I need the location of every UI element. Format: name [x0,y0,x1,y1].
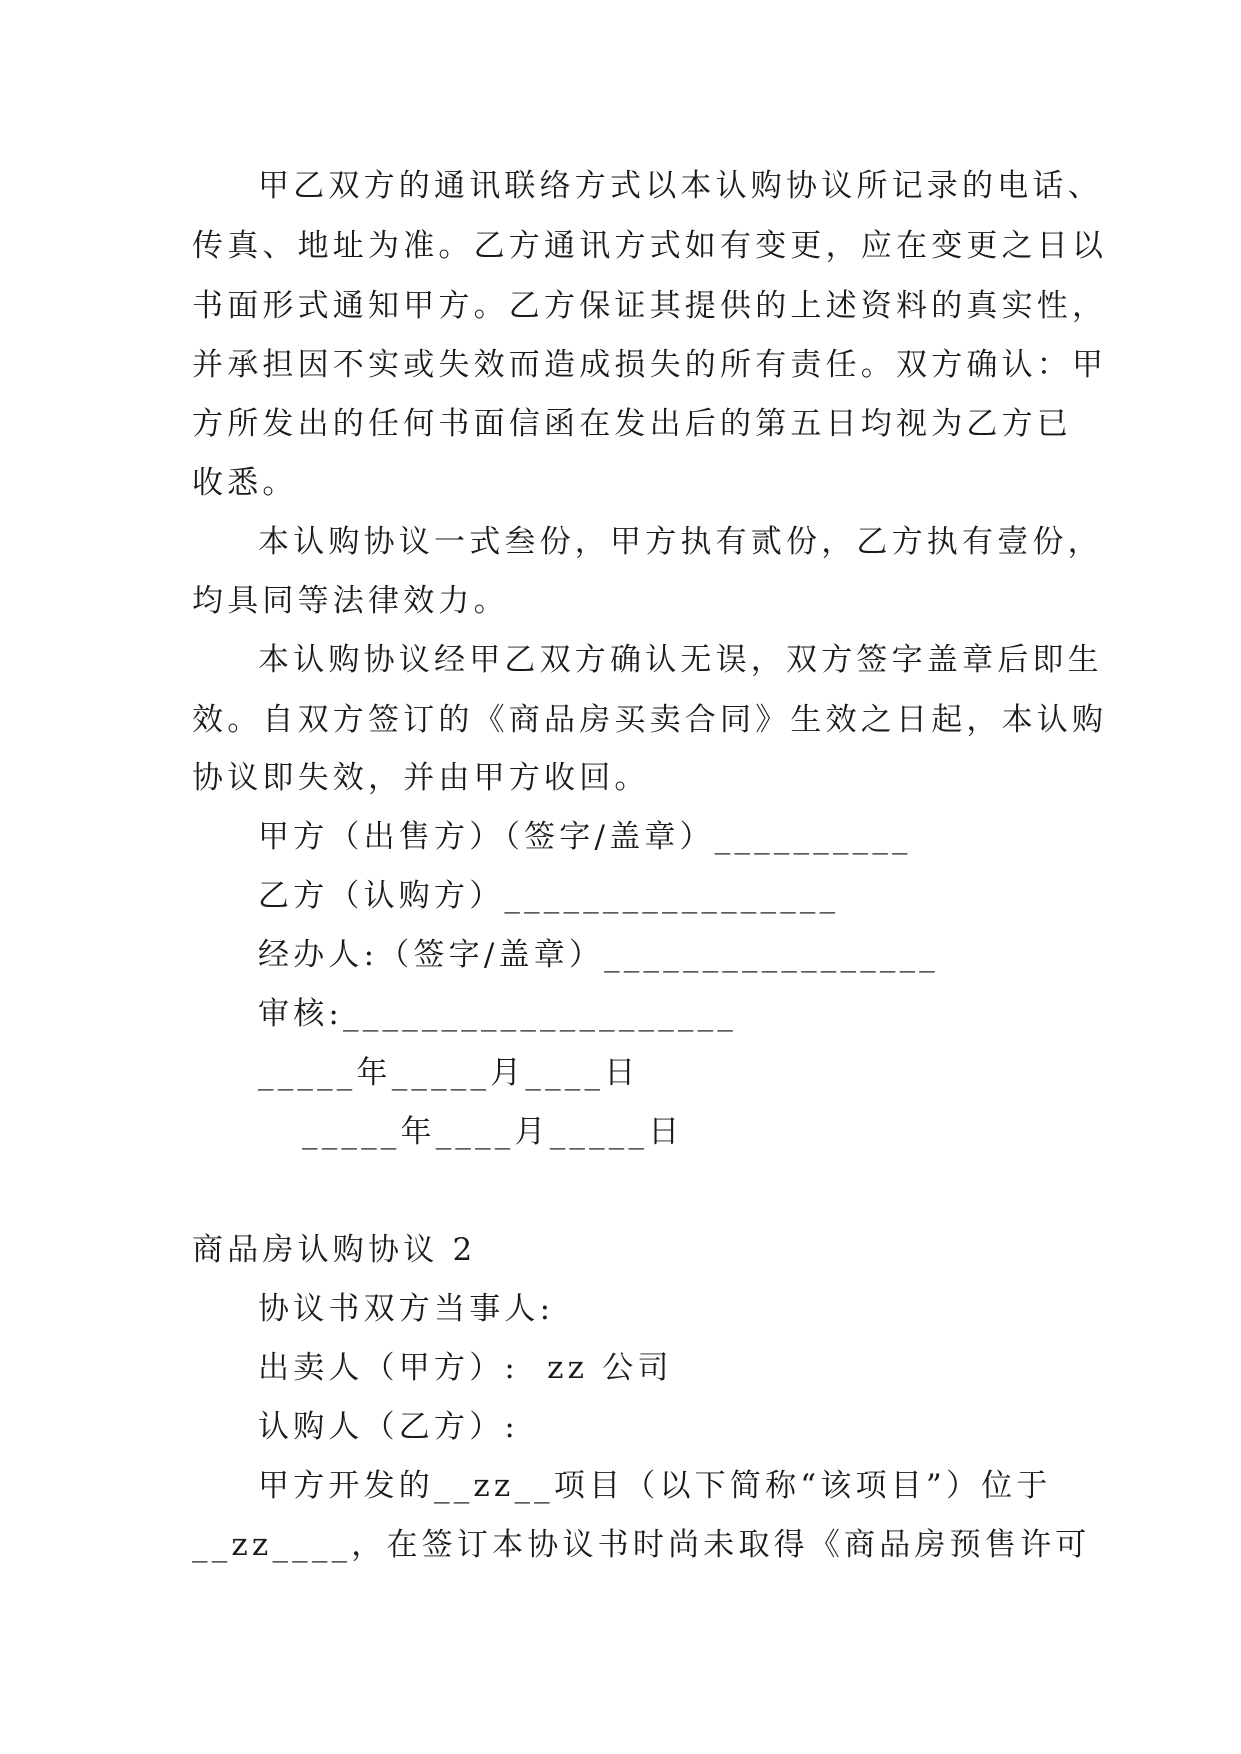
section-title: 商品房认购协议 2 [192,1232,477,1268]
signature-date: _____年____月_____日 [302,1114,684,1150]
paragraph-line: 本认购协议一式叁份，甲方执有贰份，乙方执有壹份， [258,524,1103,560]
signature-reviewer: 审核:____________________ [258,996,738,1032]
paragraph-line: 甲乙双方的通讯联络方式以本认购协议所记录的电话、 [258,168,1103,204]
seller-line: 出卖人（甲方）: zz 公司 [258,1350,673,1386]
paragraph-line: 并承担因不实或失效而造成损失的所有责任。双方确认：甲 [192,347,1108,383]
buyer-line: 认购人（乙方）: [258,1409,520,1445]
parties-label: 协议书双方当事人: [258,1291,555,1327]
signature-party-b: 乙方（认购方）_________________ [258,878,840,914]
paragraph-line: 甲方开发的__zz__项目（以下简称“该项目”）位于 [258,1468,1052,1504]
paragraph-line: 收悉。 [192,465,298,501]
paragraph-line: 均具同等法律效力。 [192,583,509,619]
paragraph-line: __zz____，在签订本协议书时尚未取得《商品房预售许可 [192,1527,1091,1563]
signature-agent: 经办人:（签字/盖章）_________________ [258,937,939,973]
paragraph-line: 协议即失效，并由甲方收回。 [192,760,650,796]
signature-party-a: 甲方（出售方）（签字/盖章）__________ [258,819,912,855]
paragraph-line: 书面形式通知甲方。乙方保证其提供的上述资料的真实性， [192,288,1108,324]
paragraph-line: 传真、地址为准。乙方通讯方式如有变更，应在变更之日以 [192,228,1108,264]
paragraph-line: 方所发出的任何书面信函在发出后的第五日均视为乙方已 [192,406,1072,442]
paragraph-line: 效。自双方签订的《商品房买卖合同》生效之日起，本认购 [192,702,1108,738]
paragraph-line: 本认购协议经甲乙双方确认无误，双方签字盖章后即生 [258,642,1103,678]
signature-date: _____年_____月____日 [258,1055,640,1091]
